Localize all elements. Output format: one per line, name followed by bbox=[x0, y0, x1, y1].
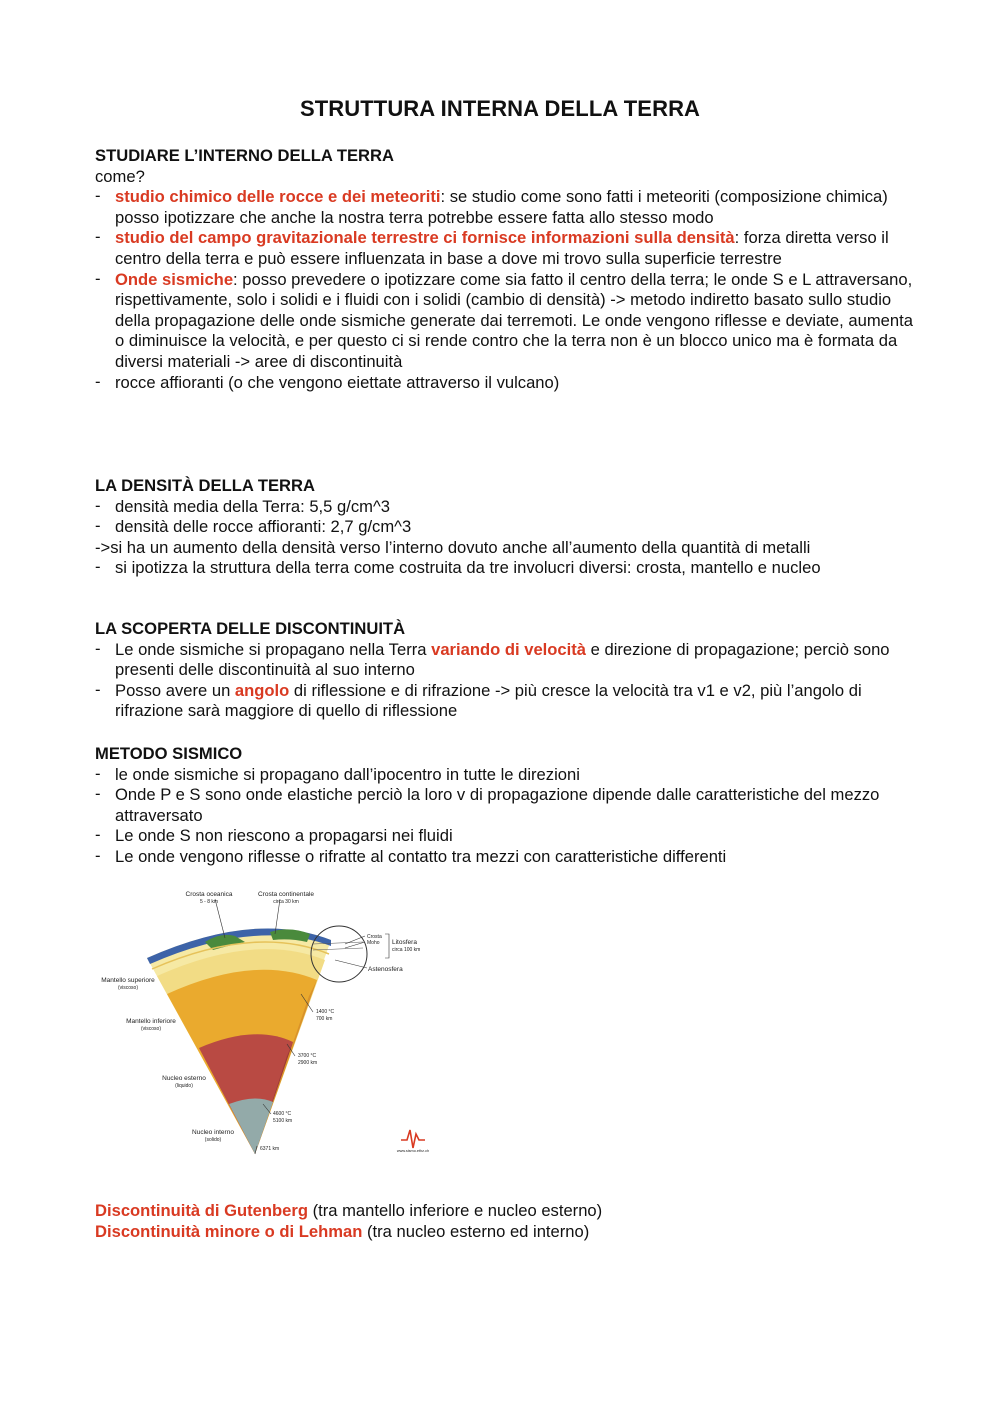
bullet-list bbox=[95, 765, 915, 868]
highlight-text: studio chimico delle rocce e dei meteoriti bbox=[115, 187, 441, 207]
label-temp-1: 1400 °C bbox=[316, 1009, 335, 1015]
section-heading: LA DENSITÀ DELLA TERRA bbox=[95, 476, 316, 495]
label-mantello-inferiore: Mantello inferiore bbox=[126, 1018, 176, 1025]
bullet-list bbox=[95, 187, 915, 393]
seismogram-logo-icon bbox=[401, 1130, 425, 1148]
list-item: - densità media della Terra: 5,5 g/cm^3 bbox=[95, 497, 915, 518]
label-depth-1: 700 km bbox=[316, 1016, 333, 1022]
label-depth-3: 5100 km bbox=[273, 1118, 293, 1124]
highlight-text: variando di velocità bbox=[431, 639, 587, 659]
list-item bbox=[95, 187, 915, 228]
label-crosta-continentale: Crosta continentale bbox=[257, 891, 315, 898]
label-mantello-inferiore-state: (viscoso) bbox=[140, 1026, 162, 1032]
page-title: STRUTTURA INTERNA DELLA TERRA bbox=[299, 96, 701, 121]
label-crosta: Crosta bbox=[367, 934, 382, 940]
section-heading: METODO SISMICO bbox=[95, 744, 243, 763]
list-item: - Le onde S non riescono a propagarsi nei fluidi bbox=[95, 826, 915, 847]
label-depth-2: 2900 km bbox=[298, 1060, 318, 1066]
highlight-text: studio del campo gravitazionale terrestre ci fornisce informazioni sulla densità bbox=[115, 228, 735, 248]
label-mantello-superiore: Mantello superiore bbox=[101, 977, 155, 984]
item-text: Posso avere un bbox=[115, 680, 235, 700]
source-credit: www.sismo.ethz.ch bbox=[396, 1149, 430, 1153]
section-discontinuita-tipi bbox=[95, 1201, 915, 1242]
section-metodo-sismico bbox=[95, 744, 915, 868]
section-heading: LA SCOPERTA DELLE DISCONTINUITÀ bbox=[95, 619, 406, 638]
label-nucleo-interno-state: (solido) bbox=[204, 1137, 222, 1143]
label-temp-3: 4600 °C bbox=[273, 1111, 292, 1117]
item-text: di riflessione e di rifrazione -> più cresce la velocità tra v1 e v2, più l’angolo di rifrazione sarà maggiore di quello di riflessione bbox=[115, 680, 862, 721]
item-text: : forza diretta verso il centro della terra e può essere influenzata in base a dove mi trovo sulla superficie terrestre bbox=[115, 228, 889, 268]
label-astenosfera: Astenosfera bbox=[368, 966, 403, 973]
label-crosta-continentale-km: circa 30 km bbox=[273, 899, 299, 905]
list-item: - si ipotizza la struttura della terra come costruita da tre involucri diversi: crosta, mantello e nucleo bbox=[95, 558, 915, 579]
list-item bbox=[95, 640, 915, 681]
note-text: ->si ha un aumento della densità verso l’interno dovuto anche all’aumento della quantità di metalli bbox=[95, 537, 811, 557]
item-text: e direzione di propagazione; perciò sono presenti delle discontinuità al suo interno bbox=[115, 639, 890, 680]
highlight-text: Discontinuità di Gutenberg bbox=[95, 1201, 308, 1220]
discontinuity-line bbox=[95, 1201, 915, 1222]
item-text: rocce affioranti (o che vengono eiettate attraverso il vulcano) bbox=[115, 372, 560, 392]
label-litosfera: Litosfera bbox=[392, 939, 417, 946]
list-item bbox=[95, 373, 915, 394]
litosfera-bracket bbox=[385, 934, 389, 958]
label-nucleo-interno: Nucleo interno bbox=[192, 1129, 234, 1136]
section-discontinuita bbox=[95, 619, 915, 722]
item-text: (tra nucleo esterno ed interno) bbox=[362, 1221, 590, 1241]
section-densita bbox=[95, 476, 915, 579]
bullet-list bbox=[95, 497, 915, 538]
label-moho: Moho bbox=[367, 940, 380, 946]
list-item: - densità delle rocce affioranti: 2,7 g/cm^3 bbox=[95, 517, 915, 538]
list-item bbox=[95, 228, 915, 269]
label-litosfera-km: circa 100 km bbox=[392, 947, 421, 953]
list-item: - Onde P e S sono onde elastiche perciò la loro v di propagazione dipende dalle caratteristiche del mezzo attraversato bbox=[95, 785, 915, 826]
bullet-list bbox=[95, 558, 915, 579]
label-depth-4: 6371 km bbox=[260, 1146, 280, 1152]
highlight-text: Onde sismiche bbox=[115, 269, 234, 289]
section-intro: come? bbox=[95, 166, 145, 186]
list-item bbox=[95, 270, 915, 373]
bullet-list bbox=[95, 640, 915, 722]
item-text: (tra mantello inferiore e nucleo esterno) bbox=[307, 1201, 603, 1220]
highlight-text: Discontinuità minore o di Lehman bbox=[95, 1221, 363, 1241]
item-text: Le onde sismiche si propagano nella Terra bbox=[115, 639, 432, 659]
label-mantello-superiore-state: (viscoso) bbox=[117, 985, 139, 991]
section-studiare-interno bbox=[95, 146, 915, 393]
highlight-text: angolo bbox=[234, 680, 290, 700]
section-heading: STUDIARE L’INTERNO DELLA TERRA bbox=[95, 146, 394, 165]
label-nucleo-esterno: Nucleo esterno bbox=[162, 1075, 206, 1082]
label-temp-2: 3700 °C bbox=[298, 1053, 317, 1059]
list-item: - Le onde vengono riflesse o rifratte al contatto tra mezzi con caratteristiche differenti bbox=[95, 847, 915, 868]
list-item: - le onde sismiche si propagano dall’ipocentro in tutte le direzioni bbox=[95, 765, 915, 786]
label-crosta-oceanica: Crosta oceanica bbox=[185, 891, 233, 898]
earth-structure-diagram bbox=[95, 884, 455, 1159]
item-text: : posso prevedere o ipotizzare come sia fatto il centro della terra; le onde S e L attraversano, rispettivamente, solo i solidi e i fluidi con i solidi (cambio di densità) -> metodo indiretto basato sullo studio della propagazione delle onde sismiche generate dai terremoti. Le onde vengono riflesse e deviate, aumenta o diminuisce la velocità, e per questo ci si rende contro che la terra non è un blocco unico ma è formata da diversi materiali -> aree di discontinuità bbox=[115, 269, 913, 371]
item-text: : se studio come sono fatti i meteoriti (composizione chimica) posso ipotizzare che anche la nostra terra potrebbe essere fatta allo stesso modo bbox=[115, 187, 888, 227]
label-nucleo-esterno-state: (liquido) bbox=[175, 1083, 193, 1089]
earth-section-svg bbox=[95, 884, 455, 1159]
discontinuity-line bbox=[95, 1222, 915, 1243]
label-crosta-oceanica-km: 5 - 8 km bbox=[199, 899, 219, 905]
list-item bbox=[95, 681, 915, 722]
